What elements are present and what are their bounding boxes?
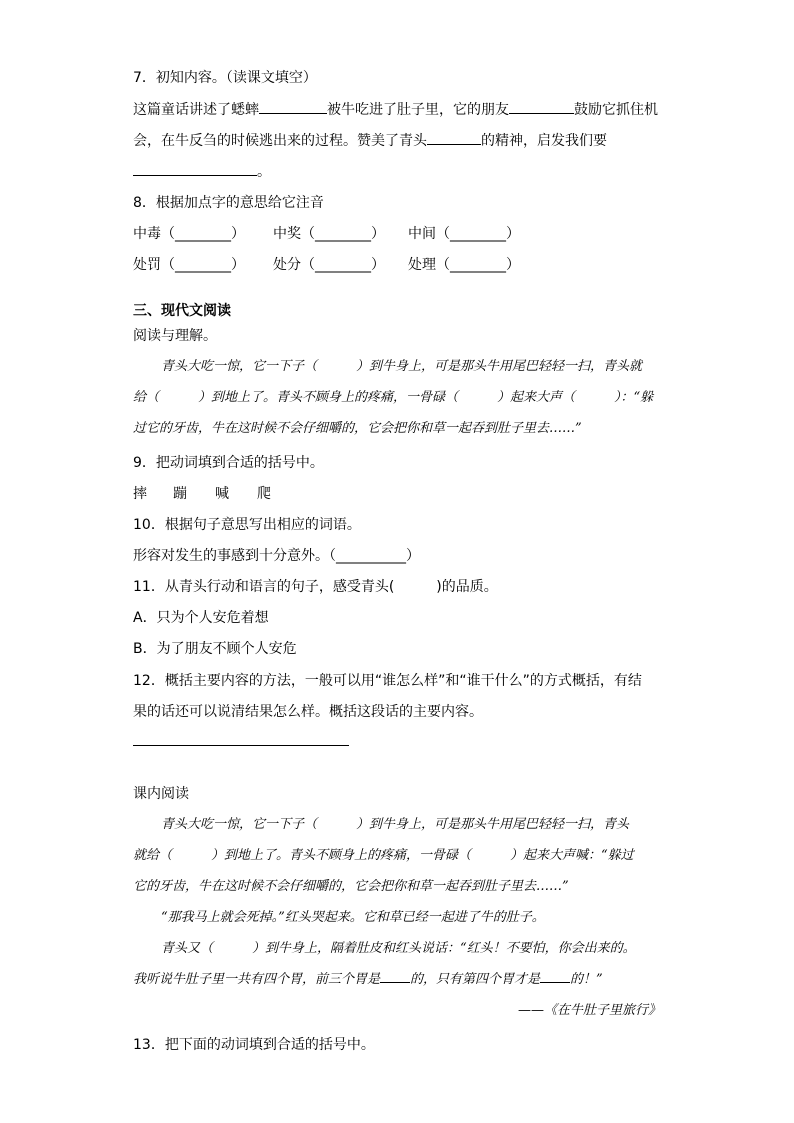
q11-title: 11．从青头行动和语言的句子，感受青头( )的品质。 xyxy=(133,579,498,595)
q8-row1 xyxy=(133,224,520,244)
q7-text-3-end: 。 xyxy=(257,164,271,180)
passage2-text-6b: 的，只有第四个胃才是 xyxy=(410,972,541,987)
q8-item-chuli: 处理（________） xyxy=(408,257,520,273)
passage1-line1: 青头大吃一惊，它一下子（ ）到牛身上，可是那头牛用尾巴轻轻一扫，青头就 xyxy=(161,359,643,374)
q10-title: 10．根据句子意思写出相应的词语。 xyxy=(133,517,361,533)
q8-item-chufa: 处罚（________） xyxy=(133,257,245,273)
q7-text-2b: 的精神，启发我们要 xyxy=(481,133,607,149)
q12-line2: 果的话还可以说清结果怎么样。概括这段话的主要内容。 xyxy=(133,704,483,720)
q8-row2 xyxy=(133,255,520,275)
q9-word-shuai: 摔 xyxy=(133,486,147,502)
q7-blank-2[interactable] xyxy=(509,99,574,114)
q12-answer-line[interactable] xyxy=(133,745,349,746)
q13-title: 13．把下面的动词填到合适的括号中。 xyxy=(133,1037,375,1053)
q10-line: 形容对发生的事感到十分意外。（__________） xyxy=(133,548,420,564)
q7-text-1b: 被牛吃进了肚子里，它的朋友 xyxy=(327,102,509,118)
q8-item-zhongjian: 中间（________） xyxy=(408,226,520,242)
passage2-line3: 它的牙齿，牛在这时候不会仔细嚼的，它会把你和草一起吞到肚子里去……” xyxy=(133,879,569,894)
passage1-line3: 过它的牙齿，牛在这时候不会仔细嚼的，它会把你和草一起吞到肚子里去……” xyxy=(133,421,582,436)
reading2-heading: 课内阅读 xyxy=(133,786,189,802)
q7-blank-3[interactable] xyxy=(427,130,481,145)
passage2-source: ——《在牛肚子里旅行》 xyxy=(517,1003,661,1018)
q7-text-2a: 会，在牛反刍的时候逃出来的过程。赞美了青头 xyxy=(133,133,427,149)
q9-title: 9．把动词填到合适的括号中。 xyxy=(133,455,324,471)
q7-line2 xyxy=(133,130,607,151)
q7-text-1a: 这篇童话讲述了蟋蟀 xyxy=(133,102,259,118)
passage2-line2: 就给（ ）到地上了。青头不顾身上的疼痛，一骨碌（ ）起来大声喊：“躲过 xyxy=(133,848,634,863)
q12-line1: 12．概括主要内容的方法，一般可以用“谁怎么样”和“谁干什么”的方式概括，有结 xyxy=(133,673,642,689)
q7-blank-4[interactable] xyxy=(133,161,257,176)
passage2-text-6c: 的！” xyxy=(570,972,603,987)
q9-word-pa: 爬 xyxy=(257,486,271,502)
q9-word-han: 喊 xyxy=(215,486,229,502)
passage2-text-6a: 我听说牛肚子里一共有四个胃，前三个胃是 xyxy=(133,972,381,987)
q11-option-b[interactable]: B．为了朋友不顾个人安危 xyxy=(133,641,297,657)
q9-word-beng: 蹦 xyxy=(173,486,187,502)
q7-line3 xyxy=(133,161,271,182)
q8-title: 8．根据加点字的意思给它注音 xyxy=(133,195,324,211)
q7-text-1c: 鼓励它抓住机 xyxy=(574,102,658,118)
q11-option-a[interactable]: A．只为个人安危着想 xyxy=(133,610,269,626)
q8-item-chufen: 处分（________） xyxy=(273,257,385,273)
passage2-line5: 青头又（ ）到牛身上，隔着肚皮和红头说话：“红头！不要怕，你会出来的。 xyxy=(161,941,636,956)
section3-sub: 阅读与理解。 xyxy=(133,328,217,344)
q7-line1 xyxy=(133,99,658,120)
q8-item-zhongjiang: 中奖（________） xyxy=(273,226,385,242)
q7-blank-1[interactable] xyxy=(259,99,327,114)
passage2-line6 xyxy=(133,970,603,990)
q8-item-zhongdu: 中毒（________） xyxy=(133,226,245,242)
passage1-line2: 给（ ）到地上了。青头不顾身上的疼痛，一骨碌（ ）起来大声（ ）：“躲 xyxy=(133,390,654,405)
passage2-blank-2[interactable] xyxy=(540,970,570,983)
passage2-line4: “那我马上就会死掉。”红头哭起来。它和草已经一起进了牛的肚子。 xyxy=(161,910,545,925)
q7-title: 7．初知内容。（读课文填空） xyxy=(133,70,317,86)
passage2-blank-1[interactable] xyxy=(380,970,410,983)
section3-heading: 三、现代文阅读 xyxy=(133,303,231,319)
q9-words xyxy=(133,484,271,504)
passage2-line1: 青头大吃一惊，它一下子（ ）到牛身上，可是那头牛用尾巴轻轻一扫，青头 xyxy=(161,817,630,832)
